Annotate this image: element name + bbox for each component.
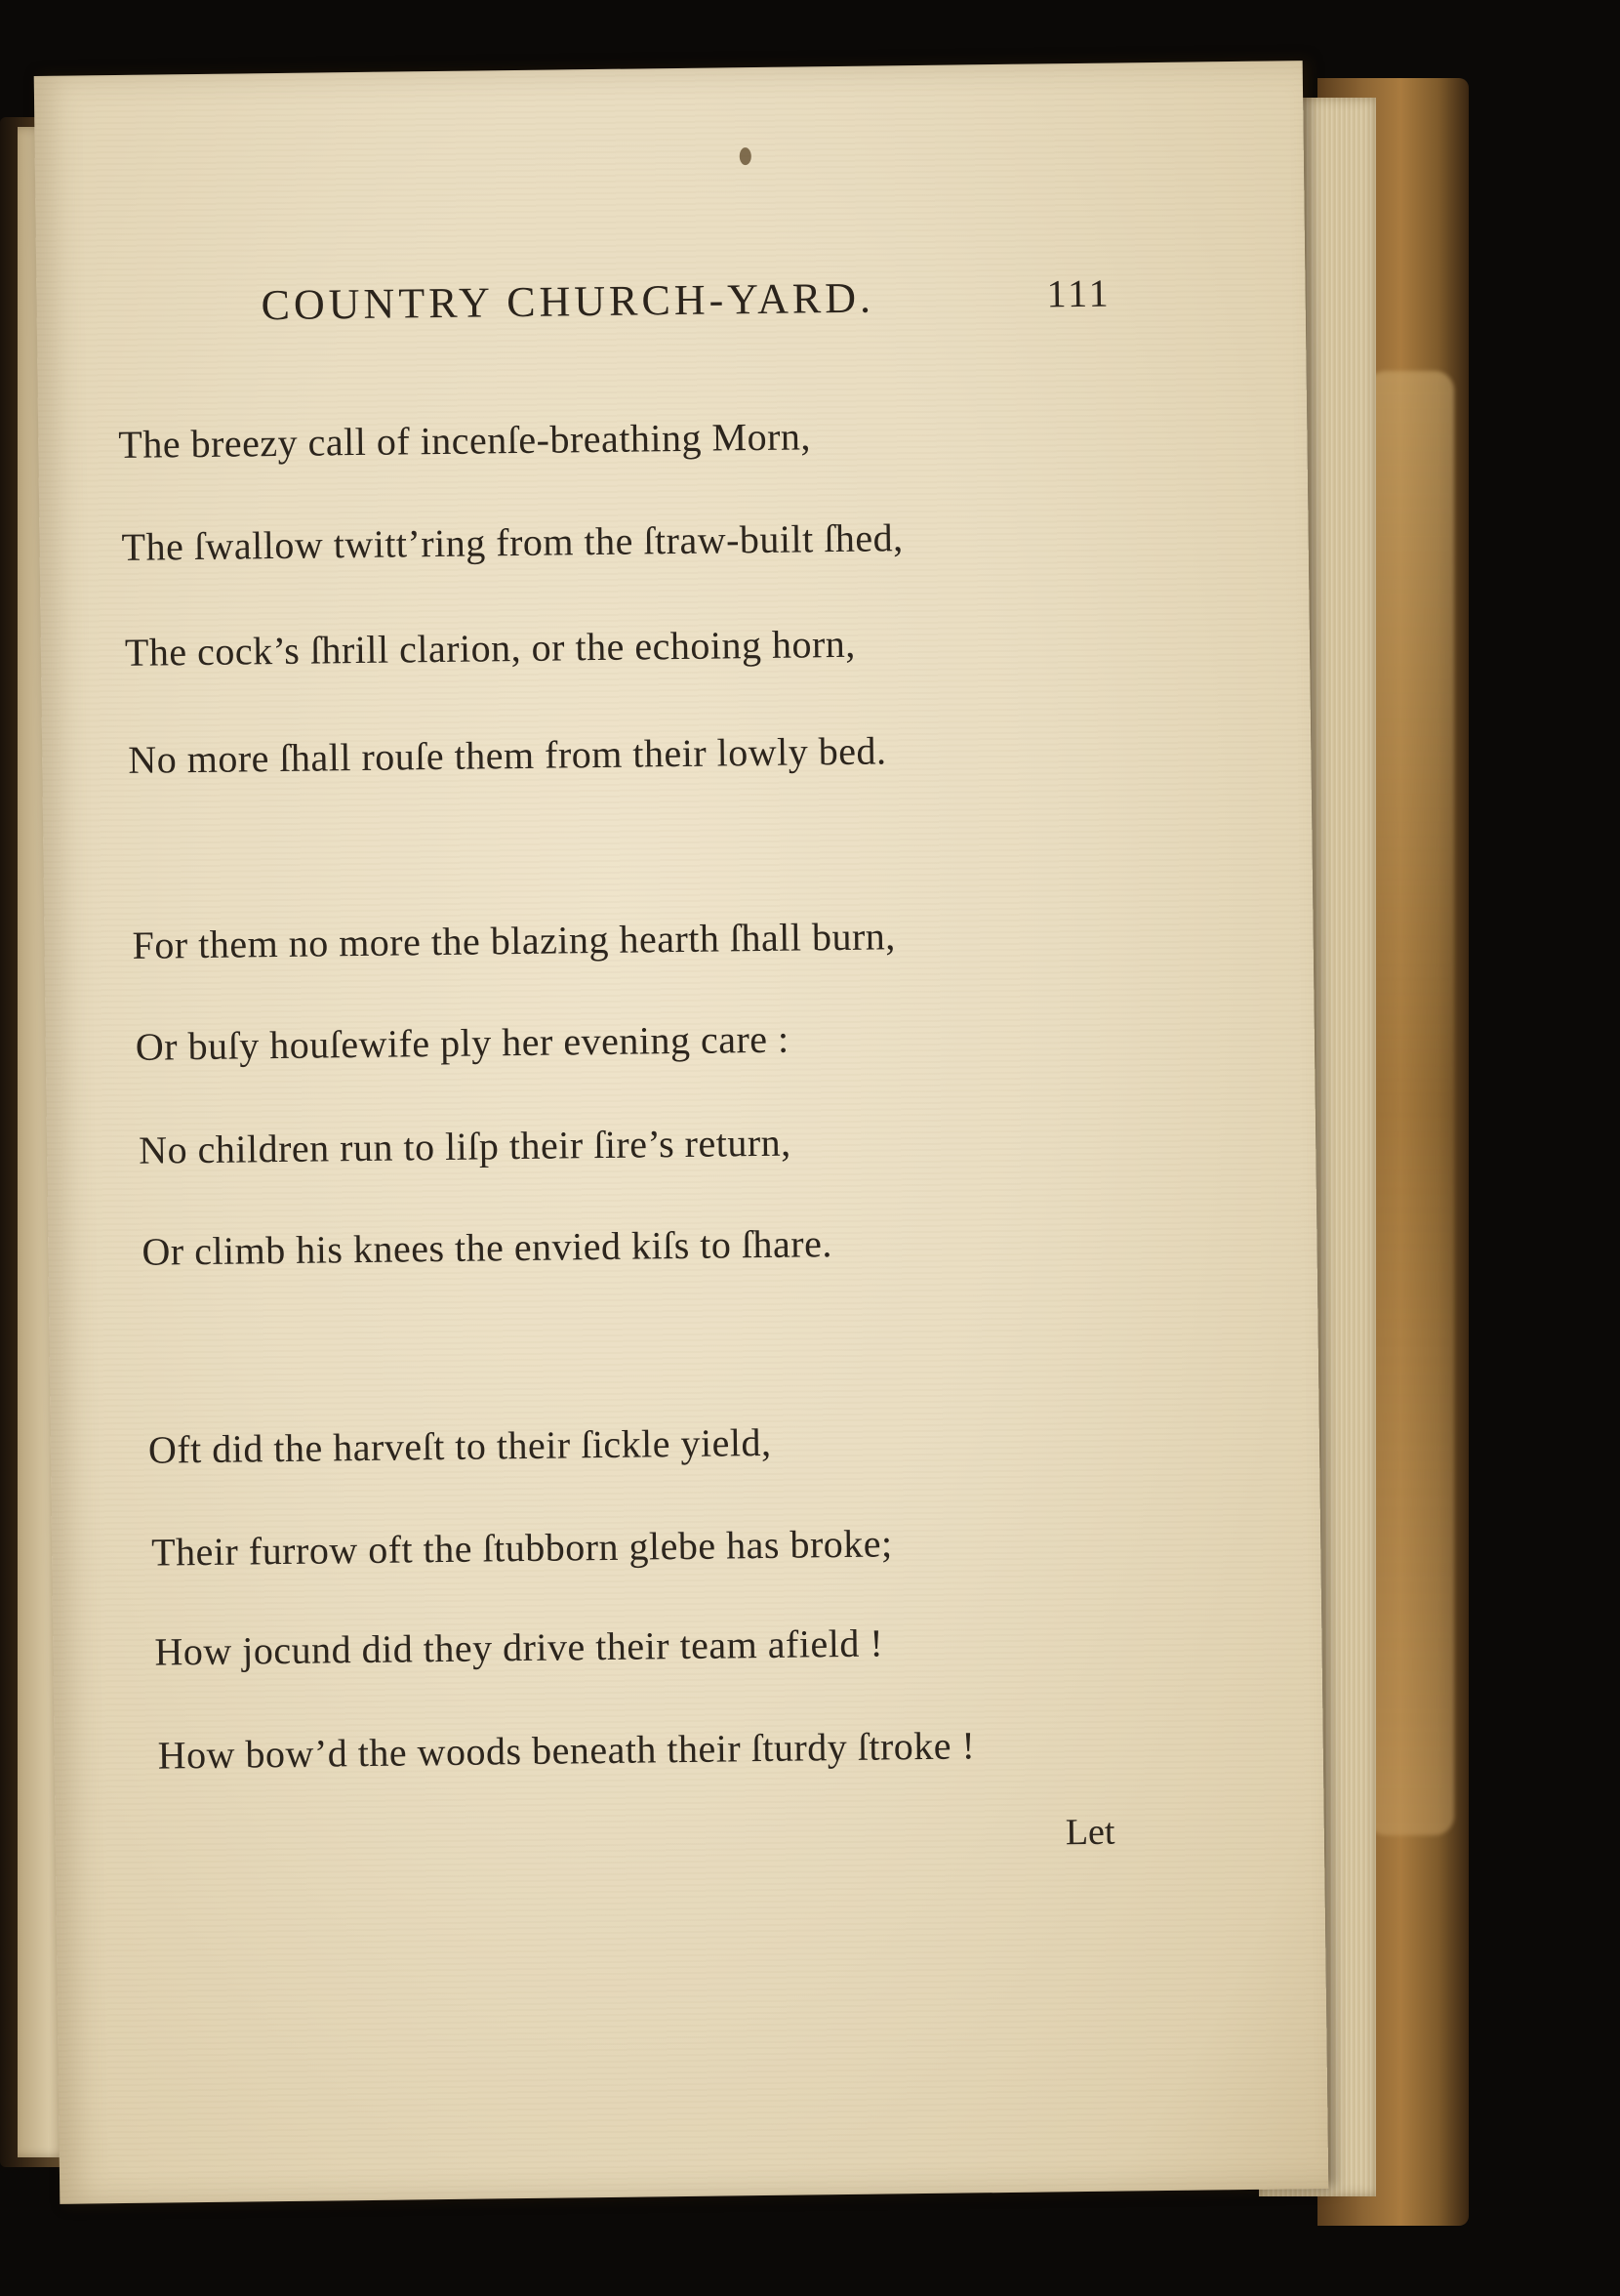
ink-blot — [740, 147, 751, 165]
verse-line: Or climb his knees the envied kiſs to ſhare. — [142, 1221, 833, 1274]
verse-line: No children run to liſp their ſire’s return, — [138, 1120, 791, 1172]
book-page — [34, 61, 1329, 2204]
verse-line: How bow’d the woods beneath their ſturdy ſtroke ! — [157, 1723, 976, 1778]
verse-line: Or buſy houſewife ply her evening care : — [135, 1016, 790, 1069]
verse-line: How jocund did they drive their team afield ! — [154, 1620, 884, 1674]
catchword: Let — [1065, 1811, 1115, 1854]
verse-line: Their furrow oft the ſtubborn glebe has broke; — [150, 1521, 893, 1575]
cover-wear-patch — [1366, 371, 1454, 1835]
verse-line: The ſwallow twitt’ring from the ſtraw-built ſhed, — [121, 515, 904, 569]
verse-line: Oft did the harveſt to their ſickle yield, — [147, 1419, 772, 1472]
running-head: COUNTRY CHURCH-YARD. — [261, 273, 875, 330]
verse-line: The cock’s ſhrill clarion, or the echoing horn, — [124, 621, 857, 675]
verse-line: The breezy call of incenſe-breathing Morn, — [118, 414, 812, 467]
verse-line: For them no more the blazing hearth ſhall burn, — [132, 914, 897, 967]
verse-line: No more ſhall rouſe them from their lowly bed. — [128, 728, 887, 782]
page-number: 111 — [1046, 270, 1112, 316]
